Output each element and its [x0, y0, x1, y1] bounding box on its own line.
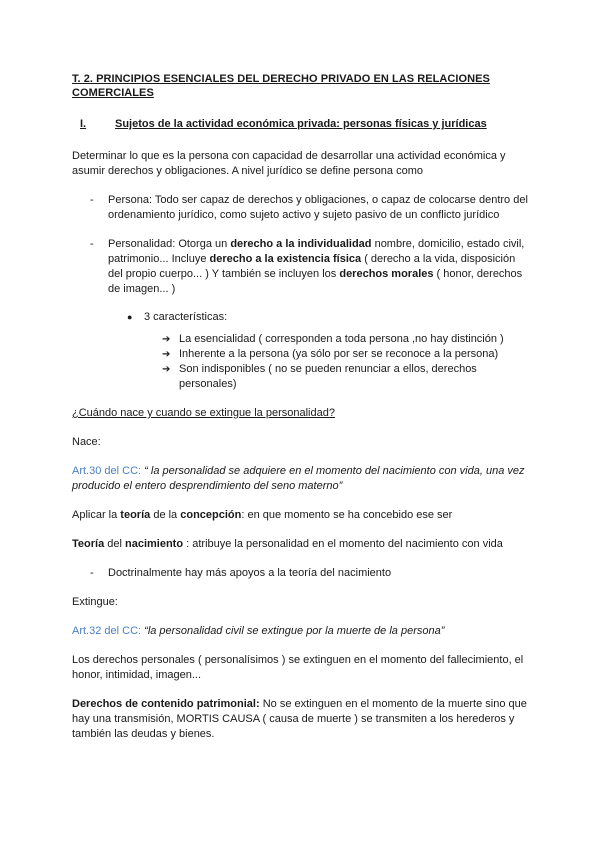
question-heading: ¿Cuándo nace y cuando se extingue la personalidad?	[72, 407, 335, 419]
aplicar-paragraph	[72, 508, 532, 523]
caracteristicas-bullet	[72, 310, 532, 325]
text-run: :	[138, 465, 145, 477]
doctrinal-text: Doctrinalmente hay más apoyos a la teoría del nacimiento	[108, 567, 392, 579]
persona-item	[72, 193, 532, 223]
art32-link[interactable]: Art.32 del CC	[72, 625, 139, 637]
text-run: del	[104, 538, 125, 550]
text-run: nombre, domicilio, estado civil, patrimonio... Incluye	[108, 238, 525, 265]
text-run: de la	[150, 509, 181, 521]
list-item-text: Inherente a la persona (ya sólo por ser se reconoce a la persona)	[179, 348, 499, 360]
personalidad-text	[108, 237, 532, 297]
derechos-personales-paragraph: Los derechos personales ( personalísimos ) se extinguen en el momento del fallecimiento, el honor, intimidad, imagen...	[72, 654, 524, 681]
personalidad-item	[72, 237, 532, 297]
list-item	[162, 362, 532, 392]
list-item	[162, 347, 532, 362]
text-run: :	[138, 625, 145, 637]
text-run: ( honor, derechos de imagen... )	[108, 268, 523, 295]
dash-marker: -	[90, 238, 94, 250]
patrimonial-paragraph	[72, 697, 532, 742]
art32-paragraph	[72, 624, 532, 639]
art30-quote: “ la personalidad se adquiere en el momento del nacimiento con vida, una vez producido el entero desprendimiento del seno materno”	[72, 465, 525, 492]
bold-term: nacimiento	[125, 538, 184, 550]
arrow-icon: ➔	[162, 349, 171, 360]
caracteristicas-label: 3 características:	[144, 311, 228, 323]
text-run: Personalidad: Otorga un	[108, 238, 231, 250]
nace-label: Nace:	[72, 436, 101, 448]
section-number: I.	[80, 118, 87, 130]
art30-paragraph	[72, 464, 532, 494]
dash-marker: -	[90, 194, 94, 206]
document-title: T. 2. PRINCIPIOS ESENCIALES DEL DERECHO PRIVADO EN LAS RELACIONES COMERCIALES	[72, 73, 490, 99]
teoria-paragraph	[72, 537, 532, 552]
arrow-icon: ➔	[162, 334, 171, 345]
text-run: : en que momento se ha concebido ese ser	[241, 509, 453, 521]
section-heading	[72, 117, 532, 132]
extingue-label: Extingue:	[72, 596, 118, 608]
bold-term: concepción	[180, 509, 242, 521]
bold-term: Derechos de contenido patrimonial:	[72, 698, 260, 710]
doctrinal-item	[72, 566, 532, 581]
art30-link[interactable]: Art.30 del CC	[72, 465, 139, 477]
art32-quote: “la personalidad civil se extingue por la muerte de la persona”	[144, 625, 445, 637]
bold-term: Teoría	[72, 538, 105, 550]
text-run: ( derecho a la vida, disposición del propio cuerpo... ) Y también se incluyen los	[108, 253, 516, 280]
bold-term: derecho a la individualidad	[230, 238, 372, 250]
text-run: No se extinguen en el momento de la muerte sino que hay una transmisión, MORTIS CAUSA ( causa de muerte ) se transmiten a los herederos y también las deudas y bienes.	[72, 698, 527, 740]
caracteristicas-list	[72, 332, 532, 392]
list-item	[162, 332, 532, 347]
intro-paragraph: Determinar lo que es la persona con capacidad de desarrollar una actividad económica y asumir derechos y obligaciones. A nivel jurídico se define persona como	[72, 150, 506, 177]
document-body	[72, 72, 532, 742]
list-item-text: La esencialidad ( corresponden a toda persona ,no hay distinción )	[179, 333, 504, 345]
dash-marker: -	[90, 567, 94, 579]
bold-term: derecho a la existencia física	[209, 253, 362, 265]
bold-term: teoría	[120, 509, 151, 521]
bold-term: derechos morales	[339, 268, 434, 280]
section-title: Sujetos de la actividad económica privada: personas físicas y jurídicas	[115, 118, 487, 130]
text-run: : atribuye la personalidad en el momento del nacimiento con vida	[183, 538, 503, 550]
list-item-text: Son indisponibles ( no se pueden renunciar a ellos, derechos personales)	[179, 363, 477, 390]
persona-text: Persona: Todo ser capaz de derechos y obligaciones, o capaz de colocarse dentro del ordenamiento jurídico, como sujeto activo y sujeto pasivo de un conflicto jurídico	[108, 194, 528, 221]
text-run: Aplicar la	[72, 509, 121, 521]
bullet-marker: ●	[127, 312, 133, 322]
arrow-icon: ➔	[162, 364, 171, 375]
